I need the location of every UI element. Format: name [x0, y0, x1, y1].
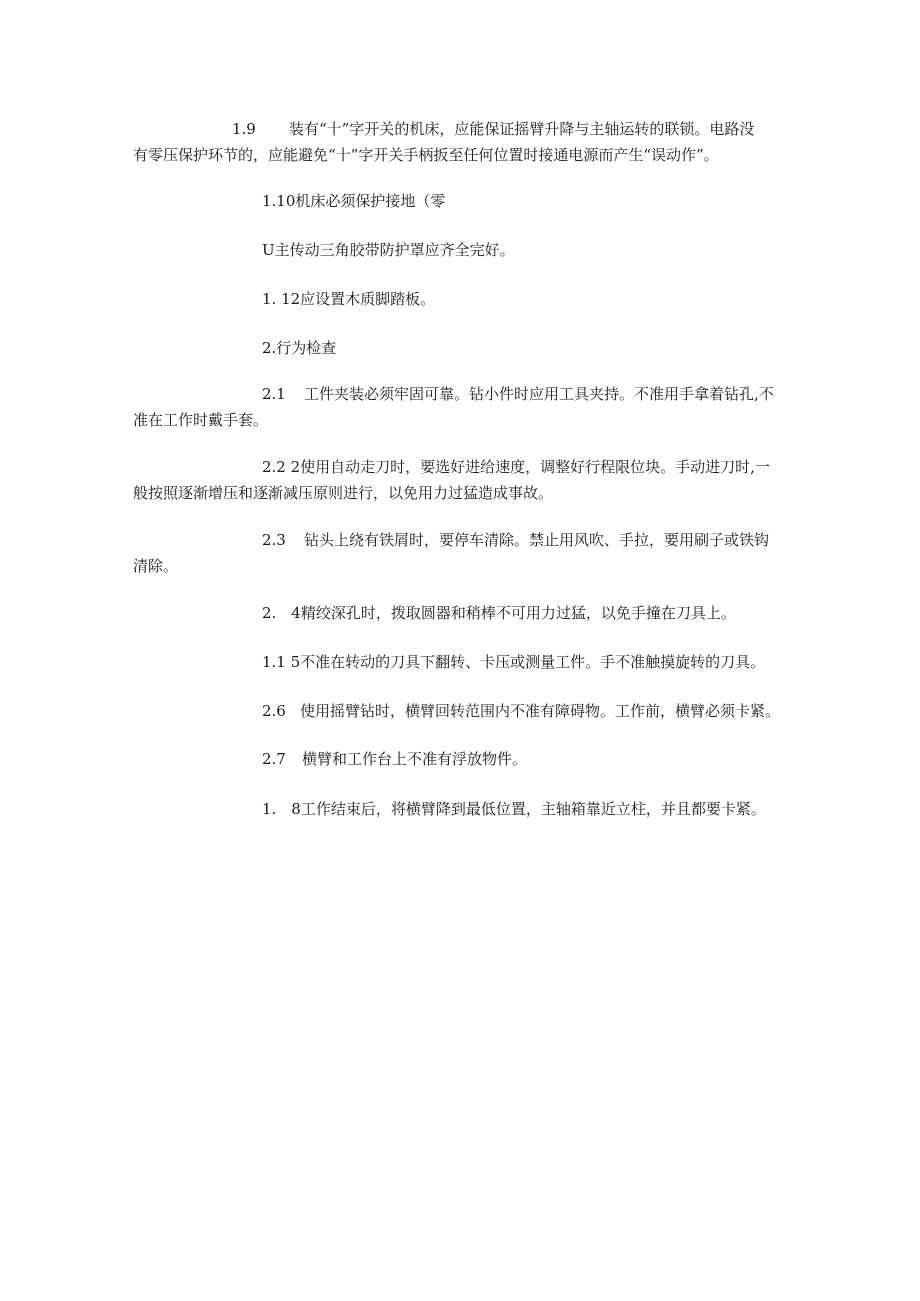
item-number: 1.9 — [232, 120, 256, 138]
section-heading-text: 2.行为检查 — [262, 339, 337, 357]
paragraph-2-7 — [262, 746, 527, 772]
paragraph-text: 横臂和工作台上不准有浮放物件。 — [302, 750, 528, 768]
paragraph-2-5 — [262, 649, 765, 675]
item-number: 2.1 — [262, 385, 286, 403]
paragraph-2-4 — [262, 600, 736, 626]
paragraph-text: 使用摇臂钻时，横臂回转范围内不准有障碍物。工作前，横臂必须卡紧。 — [300, 702, 781, 720]
paragraph-1-9-continuation: 有零压保护环节的，应能避免“十”字开关手柄扳至任何位置时接通电源而产生“误动作”。 — [133, 146, 719, 164]
item-number: 2.6 — [262, 702, 286, 720]
paragraph-text: 1.1 5不准在转动的刀具下翻转、卡压或测量工件。手不准触摸旋转的刀具。 — [262, 653, 766, 671]
paragraph-2-3-continuation: 清除。 — [133, 557, 179, 575]
paragraph-2-6 — [262, 698, 780, 724]
paragraph-text: 工件夹装必须牢固可靠。钻小件时应用工具夹持。不准用手拿着钻孔,不 — [304, 385, 774, 403]
paragraph-2-2 — [262, 454, 770, 480]
section-heading-behavior-check — [262, 335, 336, 361]
paragraph-2-1 — [262, 381, 774, 407]
paragraph-text: U主传动三角胶带防护罩应齐全完好。 — [262, 241, 515, 259]
paragraph-text: 1.10机床必须保护接地（零 — [262, 192, 446, 210]
paragraph-text: 2. 4精绞深孔时，拨取圆器和稍棒不可用力过猛，以免手撞在刀具上。 — [262, 604, 736, 622]
paragraph-1-11 — [262, 237, 515, 263]
paragraph-text: 1. 12应设置木质脚踏板。 — [262, 290, 436, 308]
paragraph-2-8 — [262, 796, 766, 822]
paragraph-text: 钻头上绕有铁屑时，要停车清除。禁止用风吹、手拉，要用刷子或铁钩 — [304, 531, 770, 549]
paragraph-text: 1. 8工作结束后，将横臂降到最低位置，主轴箱靠近立柱，并且都要卡紧。 — [262, 800, 766, 818]
item-number: 2.7 — [262, 750, 286, 768]
paragraph-2-2-continuation: 般按照逐渐增压和逐渐减压原则进行，以免用力过猛造成事故。 — [133, 484, 554, 502]
paragraph-text: 2.2 2使用自动走刀时，要选好进给速度，调整好行程限位块。手动进刀时,一 — [262, 458, 770, 476]
paragraph-1-9 — [232, 116, 754, 142]
paragraph-1-12 — [262, 286, 435, 312]
paragraph-2-3 — [262, 527, 769, 553]
paragraph-text: 装有“十”字开关的机床，应能保证摇臂升降与主轴运转的联锁。电路没 — [289, 120, 755, 138]
paragraph-2-1-continuation: 准在工作时戴手套。 — [133, 411, 269, 429]
item-number: 2.3 — [262, 531, 286, 549]
paragraph-1-10 — [262, 188, 445, 214]
